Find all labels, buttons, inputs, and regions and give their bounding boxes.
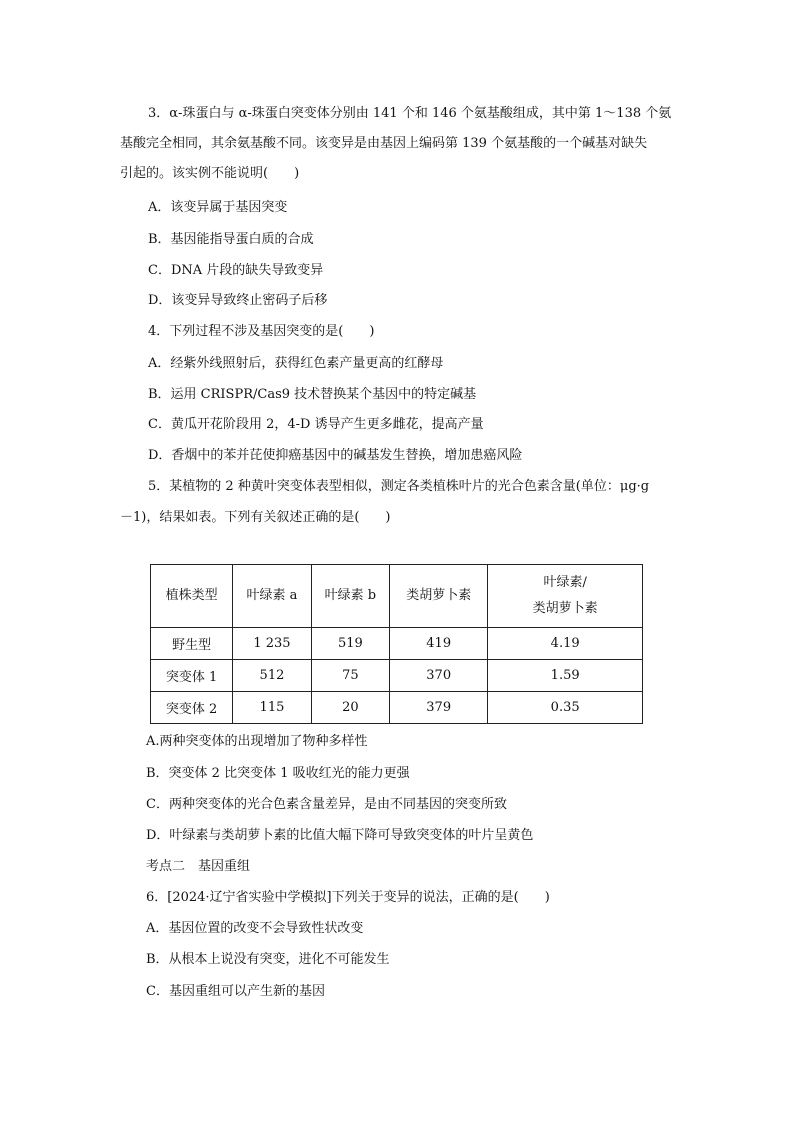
table-header-cell: 叶绿素 b xyxy=(311,565,389,628)
table-cell: 0.35 xyxy=(488,692,643,724)
table-cell: 突变体 1 xyxy=(151,660,233,692)
q6-option-b: B．从根本上说没有突变，进化不可能发生 xyxy=(146,952,390,967)
table-header-cell: 植株类型 xyxy=(151,565,233,628)
table-cell: 野生型 xyxy=(151,628,233,660)
q3-option-b: B．基因能指导蛋白质的合成 xyxy=(148,232,314,247)
table-cell: 1 235 xyxy=(233,628,311,660)
q5-option-d: D．叶绿素与类胡萝卜素的比值大幅下降可导致突变体的叶片呈黄色 xyxy=(146,828,534,843)
pigment-table xyxy=(150,564,643,724)
q6-option-c: C．基因重组可以产生新的基因 xyxy=(146,984,325,999)
q4-option-b: B．运用 CRISPR/Cas9 技术替换某个基因中的特定碱基 xyxy=(148,387,477,402)
q5-option-a: A.两种突变体的出现增加了物种多样性 xyxy=(146,734,368,749)
table-cell: 419 xyxy=(390,628,488,660)
q5-stem-line-1: 5．某植物的 2 种黄叶突变体表型相似，测定各类植株叶片的光合色素含量(单位：μg·g xyxy=(148,479,650,494)
q3-option-a: A．该变异属于基因突变 xyxy=(148,200,288,215)
q4-option-d: D．香烟中的苯并芘使抑癌基因中的碱基发生替换，增加患癌风险 xyxy=(148,448,523,463)
table-cell: 370 xyxy=(390,660,488,692)
section-heading: 考点二 基因重组 xyxy=(146,859,251,874)
table-cell: 379 xyxy=(390,692,488,724)
table-cell: 519 xyxy=(311,628,389,660)
q3-stem-line-3: 引起的。该实例不能说明( ) xyxy=(120,166,300,181)
table-header-cell: 叶绿素 a xyxy=(233,565,311,628)
q4-stem: 4．下列过程不涉及基因突变的是( ) xyxy=(148,324,375,339)
q4-option-c: C．黄瓜开花阶段用 2，4-D 诱导产生更多雌花，提高产量 xyxy=(148,417,484,432)
table-cell: 1.59 xyxy=(488,660,643,692)
q3-stem-line-2: 基酸完全相同，其余氨基酸不同。该变异是由基因上编码第 139 个氨基酸的一个碱基对缺失 xyxy=(120,136,648,151)
q3-option-c: C．DNA 片段的缺失导致变异 xyxy=(148,263,324,278)
ratio-header-bottom: 类胡萝卜素 xyxy=(532,601,598,616)
table-cell: 20 xyxy=(311,692,389,724)
table-header-cell: 类胡萝卜素 xyxy=(390,565,488,628)
q4-option-a: A．经紫外线照射后，获得红色素产量更高的红酵母 xyxy=(148,356,444,371)
q5-option-c: C．两种突变体的光合色素含量差异，是由不同基因的突变所致 xyxy=(146,797,507,812)
ratio-header-top: 叶绿素/ xyxy=(543,575,587,590)
q6-option-a: A．基因位置的改变不会导致性状改变 xyxy=(146,921,364,936)
table-cell: 75 xyxy=(311,660,389,692)
table-cell: 突变体 2 xyxy=(151,692,233,724)
table-header-row xyxy=(151,565,643,628)
q3-option-d: D．该变异导致终止密码子后移 xyxy=(148,293,328,308)
q3-stem-line-1: 3．α-珠蛋白与 α-珠蛋白突变体分别由 141 个和 146 个氨基酸组成，其中第 1～138 个氨 xyxy=(148,106,672,121)
q6-stem: 6．[2024·辽宁省实验中学模拟]下列关于变异的说法，正确的是( ) xyxy=(146,890,550,905)
table-cell: 4.19 xyxy=(488,628,643,660)
table-cell: 115 xyxy=(233,692,311,724)
table-row xyxy=(151,660,643,692)
table-row xyxy=(151,628,643,660)
table-row xyxy=(151,692,643,724)
table-cell: 512 xyxy=(233,660,311,692)
q5-stem-line-2: －1)，结果如表。下列有关叙述正确的是( ) xyxy=(120,510,391,525)
q5-option-b: B．突变体 2 比突变体 1 吸收红光的能力更强 xyxy=(146,766,410,781)
table-header-ratio xyxy=(488,565,643,628)
